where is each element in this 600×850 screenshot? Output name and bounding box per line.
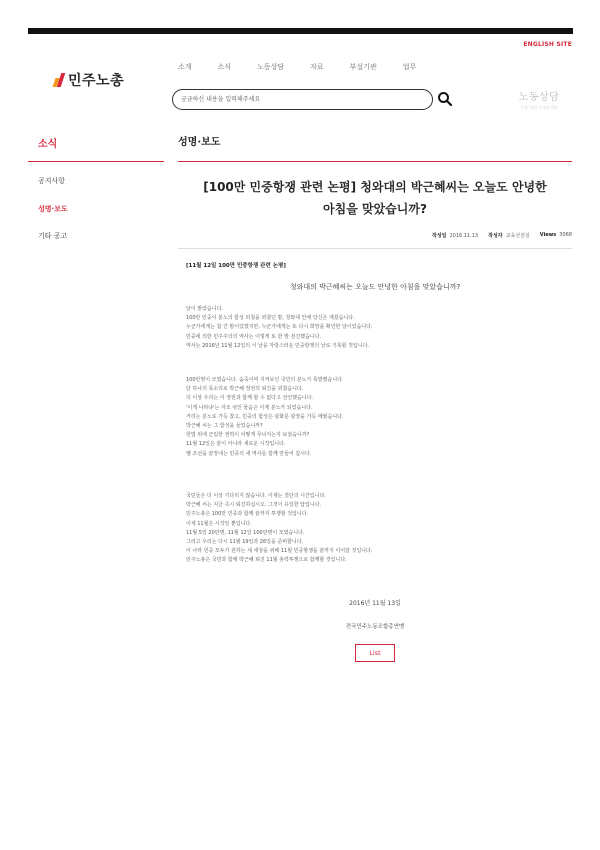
meta-divider: [178, 248, 572, 249]
labor-counsel-link[interactable]: [515, 88, 563, 111]
paragraph-line: 날이 밝았습니다.: [186, 306, 223, 312]
list-button[interactable]: List: [355, 644, 395, 662]
main-nav: [178, 62, 442, 72]
sign-organization: 전국민주노동조합총연맹: [345, 624, 405, 630]
search-input[interactable]: 궁금하신 내용을 입력해주세요: [172, 89, 433, 110]
nav-item-data[interactable]: 자료: [310, 63, 324, 71]
paragraph-line: 11월 12일은 끝이 아니라 새로운 시작입니다.: [186, 441, 286, 448]
sidebar-item-notice[interactable]: 공지사항: [38, 177, 66, 185]
post-title-line2: 아침을 맞았습니까?: [323, 202, 427, 216]
sidebar-title: 소식: [38, 139, 58, 150]
counsel-title: 노동상담: [518, 92, 560, 103]
paragraph-line: 국민들은 더 이상 기다리지 않습니다. 이제는 결단의 시간입니다.: [186, 493, 326, 499]
meta-date-value: 2016.11.13: [449, 233, 479, 239]
post-title-line1: [100만 민중항쟁 관련 논평] 청와대의 박근혜씨는 오늘도 안녕한: [203, 180, 547, 194]
paragraph-line: 헌법 위에 군림한 권력이 어떻게 무너지는지 보셨습니까?: [186, 432, 310, 439]
paragraph-line: 민주노총은 국민과 함께 박근혜 퇴진 11월 총력투쟁으로 함께할 것입니다.: [186, 557, 347, 564]
paragraph-line: 역사는 2016년 11월 12일의 이 날을 자랑스러운 민중항쟁의 날로 기록할 것입니다.: [186, 342, 370, 349]
paragraph-line: 더 이상 우리는 이 정권과 함께 할 수 없다고 선언했습니다.: [186, 395, 313, 402]
paragraph-line: 민중에 의한 민주주의의 역사는 이렇게 또 한 발 전진했습니다.: [186, 333, 322, 340]
nav-item-news[interactable]: 소식: [217, 63, 232, 71]
sidebar-item-other-notices[interactable]: 기타 공고: [38, 232, 68, 240]
post-paragraph-3: [186, 492, 526, 566]
top-black-bar: [28, 28, 573, 34]
nav-item-work[interactable]: 업무: [402, 63, 417, 71]
counsel-subtitle: 무료 상담 신청하세요: [520, 105, 558, 110]
paragraph-line: 누군가에게는 참 긴 밤이었겠지만, 누군가에게는 또 다시 희망을 확인한 날이었습니다.: [186, 324, 373, 331]
logo-mark-icon: [54, 73, 64, 87]
post-meta: [432, 232, 572, 239]
meta-date-label: 작성일: [431, 233, 447, 239]
paragraph-line: 거리는 분노로 가득 찼고, 민중의 함성은 광화문 광장을 가득 메웠습니다.: [186, 413, 344, 420]
meta-writer-value: 교육선전실: [505, 233, 530, 239]
sidebar-item-statements[interactable]: 성명·보도: [38, 205, 68, 213]
meta-views-value: 3068: [559, 232, 572, 238]
meta-writer: [488, 232, 530, 239]
paragraph-line: 100만명이 모였습니다. 숨죽이며 지켜보던 국민의 분노가 폭발했습니다.: [186, 377, 344, 383]
post-paragraph-2: [186, 376, 526, 459]
paragraph-line: 그러고 우리는 다시 11월 19일과 26일을 준비합니다.: [186, 539, 304, 546]
sidebar-divider: [28, 161, 164, 162]
paragraph-line: 민주노총은 100만 민중과 함께 끝까지 투쟁할 것입니다.: [186, 511, 309, 518]
nav-item-intro[interactable]: 소개: [178, 63, 192, 71]
meta-views-label: Views: [539, 232, 557, 238]
paragraph-line: 박근혜 씨는 그 함성을 들었습니까?: [186, 423, 263, 430]
nav-item-affiliates[interactable]: 부설기관: [349, 63, 377, 71]
paragraph-line: '이게 나라냐'는 자조 섞인 물음은 이제 분노가 되었습니다.: [186, 404, 313, 411]
site-logo[interactable]: [54, 70, 124, 90]
paragraph-line: 박근혜 씨는 지금 즉시 퇴진하십시오. 그것이 유일한 답입니다.: [186, 502, 322, 509]
post-headline: 청와대의 박근혜씨는 오늘도 안녕한 아침을 맞았습니까?: [289, 283, 461, 291]
post-tag: [11월 12일 100만 민중항쟁 관련 논평]: [186, 263, 286, 269]
paragraph-line: 100만 민중이 분노의 함성 외침을 외쳤던 밤, 청와대 안에 당신은 계셨습니다.: [186, 315, 355, 322]
meta-date: [432, 232, 478, 239]
english-site-link[interactable]: ENGLISH SITE: [523, 41, 572, 48]
main-divider: [178, 161, 572, 162]
page-title: 성명·보도: [178, 137, 221, 148]
paragraph-line: 이제 11월은 시작일 뿐입니다.: [186, 520, 252, 527]
paragraph-line: 11월 5일 20만명, 11월 12일 100만명이 모였습니다.: [186, 529, 305, 536]
paragraph-line: 이 나라 민중 모두가 원하는 새 세상을 위해 11월 민중항쟁을 끝까지 이어갈 것입니다.: [186, 548, 373, 555]
nav-item-counsel[interactable]: 노동상담: [257, 63, 285, 71]
search-icon[interactable]: [437, 91, 453, 107]
paragraph-line: 단 하나의 목소리로 박근혜 정권의 퇴진을 외쳤습니다.: [186, 386, 304, 393]
post-paragraph-1: [186, 305, 526, 351]
meta-views: [540, 232, 572, 239]
meta-writer-label: 작성자: [488, 233, 503, 239]
logo-text: 민주노총: [68, 73, 125, 89]
paragraph-line: 헬 조선을 끝장내는 민중의 새 역사를 함께 만들어 갑시다.: [186, 450, 312, 457]
post-title: [178, 176, 572, 220]
sign-date: 2016년 11월 13일: [349, 600, 401, 607]
